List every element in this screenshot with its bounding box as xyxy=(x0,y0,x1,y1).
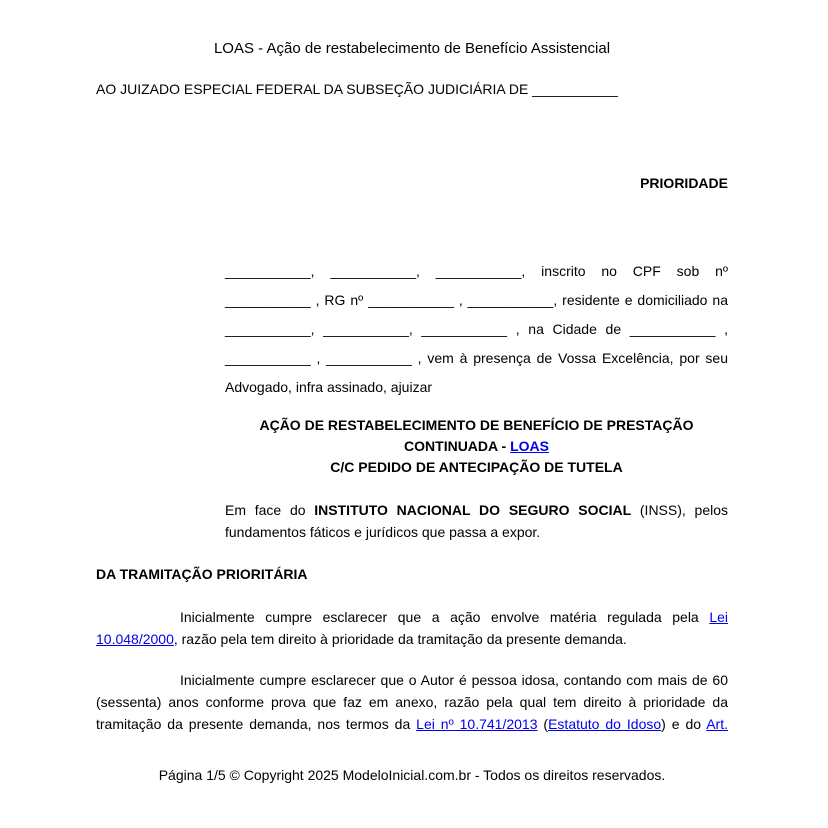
document-title: LOAS - Ação de restabelecimento de Benefício Assistencial xyxy=(213,40,611,57)
lei-10048-2000-link[interactable]: Lei xyxy=(709,609,728,625)
party-qualification-paragraph xyxy=(225,257,728,402)
text-line xyxy=(225,344,728,373)
text-segment: Inicialmente cumpre esclarecer que a ação envolve matéria regulada pela xyxy=(180,609,710,625)
text-segment: Advogado, infra assinado, ajuizar xyxy=(225,379,433,395)
page-footer: Página 1/5 © Copyright 2025 ModeloInicial.com.br - Todos os direitos reservados. xyxy=(158,767,666,783)
estatuto-do-idoso-link[interactable]: Estatuto do Idoso xyxy=(548,716,662,732)
text-line xyxy=(225,436,728,457)
priority-label: PRIORIDADE xyxy=(640,175,728,191)
text-line xyxy=(225,257,728,286)
text-segment: INSTITUTO NACIONAL DO SEGURO SOCIAL xyxy=(314,502,632,518)
text-line xyxy=(225,286,728,315)
addressee-line: AO JUIZADO ESPECIAL FEDERAL DA SUBSEÇÃO JUDICIÁRIA DE ___________ xyxy=(96,81,618,97)
text-segment: tramitação da presente demanda, nos termos da xyxy=(96,716,417,732)
priority-paragraph-2 xyxy=(96,669,728,735)
text-segment: , razão pela tem direito à prioridade da tramitação da presente demanda. xyxy=(173,631,627,647)
art-link[interactable]: Art. xyxy=(706,716,728,732)
text-segment: ___________, ___________, ___________, inscrito no CPF sob nº xyxy=(225,263,728,279)
loas-link[interactable]: LOAS xyxy=(510,438,549,454)
text-line xyxy=(96,691,728,713)
text-segment: (INSS), pelos xyxy=(631,502,729,518)
text-line xyxy=(225,415,728,436)
text-line xyxy=(225,521,728,543)
section-heading-priority: DA TRAMITAÇÃO PRIORITÁRIA xyxy=(96,566,308,582)
priority-paragraph-1 xyxy=(96,606,728,650)
text-line xyxy=(96,713,728,735)
text-segment: CONTINUADA - xyxy=(404,438,511,454)
text-line xyxy=(225,373,728,402)
text-segment: AÇÃO DE RESTABELECIMENTO DE BENEFÍCIO DE PRESTAÇÃO xyxy=(259,417,694,433)
text-segment: ___________ , RG nº ___________ , ___________, residente e domiciliado na xyxy=(225,292,728,308)
text-line xyxy=(225,457,728,478)
text-segment: ___________ , ___________ , vem à presença de Vossa Excelência, por seu xyxy=(225,350,728,366)
lei-10741-2013-link[interactable]: Lei nº 10.741/2013 xyxy=(416,716,538,732)
text-segment: Em face do xyxy=(225,502,315,518)
lei-10048-2000-link[interactable]: 10.048/2000 xyxy=(96,631,174,647)
text-line xyxy=(225,315,728,344)
text-line xyxy=(225,499,728,521)
text-segment: ( xyxy=(537,716,549,732)
text-line xyxy=(96,606,728,628)
action-title-heading xyxy=(225,415,728,478)
text-segment: ) e do xyxy=(661,716,707,732)
text-line xyxy=(96,628,728,650)
text-segment: ___________, ___________, ___________ , na Cidade de ___________ , xyxy=(225,321,728,337)
text-segment: Inicialmente cumpre esclarecer que o Autor é pessoa idosa, contando com mais de 60 xyxy=(180,672,728,688)
defendant-paragraph xyxy=(225,499,728,543)
text-segment: C/C PEDIDO DE ANTECIPAÇÃO DE TUTELA xyxy=(330,459,623,475)
text-segment: fundamentos fáticos e jurídicos que passa a expor. xyxy=(225,524,541,540)
text-line xyxy=(96,669,728,691)
text-segment: (sessenta) anos conforme prova que faz em anexo, razão pela qual tem direito à prioridade da xyxy=(96,694,728,710)
